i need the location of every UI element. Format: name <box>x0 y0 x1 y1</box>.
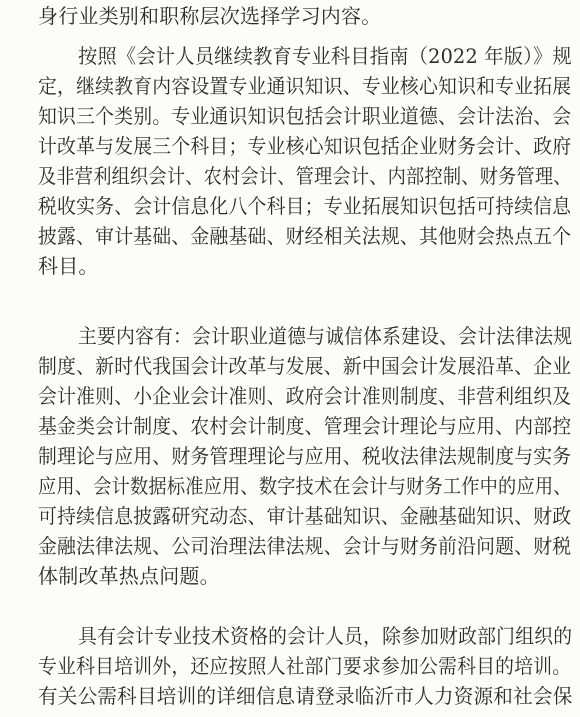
text-line: 按照《会计人员继续教育专业科目指南（2022 年版）》规 <box>78 44 572 68</box>
text-line: 身行业类别和职称层次选择学习内容。 <box>38 4 382 28</box>
text-line: 及非营利组织会计、农村会计、管理会计、内部控制、财务管理、 <box>38 164 572 188</box>
text-line: 金融法律法规、公司治理法律法规、会计与财务前沿问题、财税 <box>38 534 572 558</box>
text-line: 可持续信息披露研究动态、审计基础知识、金融基础知识、财政 <box>38 504 572 528</box>
text-line: 有关公需科目培训的详细信息请登录临沂市人力资源和社会保 <box>38 684 573 708</box>
text-line: 披露、审计基础、金融基础、财经相关法规、其他财会热点五个 <box>38 224 572 248</box>
text-line: 主要内容有：会计职业道德与诚信体系建设、会计法律法规 <box>78 324 573 348</box>
text-line: 计改革与发展三个科目；专业核心知识包括企业财务会计、政府 <box>38 134 572 158</box>
text-line: 具有会计专业技术资格的会计人员，除参加财政部门组织的 <box>78 624 573 648</box>
text-line: 科目。 <box>38 254 99 278</box>
text-line: 制理论与应用、财务管理理论与应用、税收法律法规制度与实务 <box>38 444 572 468</box>
text-line: 制度、新时代我国会计改革与发展、新中国会计发展沿革、企业 <box>38 354 572 378</box>
text-line: 定，继续教育内容设置专业通识知识、专业核心知识和专业拓展 <box>38 74 572 98</box>
text-line: 体制改革热点问题。 <box>38 564 220 588</box>
text-line: 会计准则、小企业会计准则、政府会计准则制度、非营利组织及 <box>38 384 572 408</box>
text-line: 应用、会计数据标准应用、数字技术在会计与财务工作中的应用、 <box>38 474 572 498</box>
text-line: 知识三个类别。专业通识知识包括会计职业道德、会计法治、会 <box>38 104 572 128</box>
text-line: 基金类会计制度、农村会计制度、管理会计理论与应用、内部控 <box>38 414 572 438</box>
text-line: 专业科目培训外，还应按照人社部门要求参加公需科目的培训。 <box>38 654 572 678</box>
text-line: 税收实务、会计信息化八个科目；专业拓展知识包括可持续信息 <box>38 194 572 218</box>
